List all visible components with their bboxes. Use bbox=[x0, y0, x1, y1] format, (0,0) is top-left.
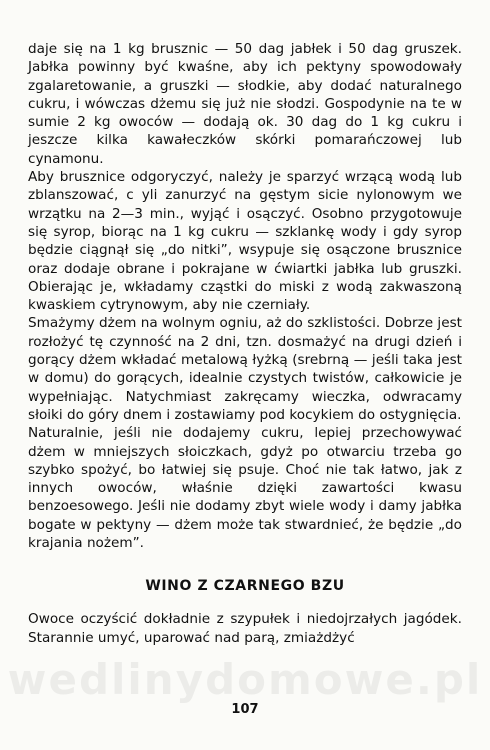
section-heading: WINO Z CZARNEGO BZU bbox=[145, 578, 345, 595]
paragraph-3: Smażymy dżem na wolnym ogniu, aż do szklistości. Dobrze jest rozłożyć tę czynność na 2 dni, tzn. dosmażyć na drugi dzień i gorący dżem wkładać metalową łyżką (srebrną — jeśli taka jest w domu) do gorących, idealnie czystych twistów, całkowicie je wypełniając. Natychmiast zakręcamy wieczka, odwracamy słoiki do góry dnem i zostawiamy pod kocykiem do ostygnięcia. bbox=[28, 315, 462, 423]
page-number: 107 bbox=[231, 702, 259, 717]
paragraph-4: Naturalnie, jeśli nie dodajemy cukru, lepiej przechowywać dżem w mniejszych słoiczkach, gdyż po otwarciu trzeba go szybko spożyć, bo łatwiej się psuje. Choć nie tak łatwo, jak z innych owoców, właśnie dzięki zawartości kwasu benzoesowego. Jeśli nie dodamy zbyt wiele wody i damy jabłka bogate w pektyny — dżem może tak stwardnieć, że będzie „do krajania nożem”. bbox=[28, 425, 462, 552]
paragraph-5: Owoce oczyścić dokładnie z szypułek i niedojrzałych jagódek. Starannie umyć, uparować nad parą, zmiażdżyć bbox=[28, 611, 462, 646]
watermark: wedlinydomowe.pl bbox=[7, 655, 483, 704]
paragraph-2: Aby brusznice odgoryczyć, należy je sparzyć wrzącą wodą lub zblanszować, c yli zanurzyć na gęstym sicie nylonowym we wrzątku na 2—3 min., wyjąć i osączyć. Osobno przygotowuje się syrop, biorąc na 1 kg cukru — szklankę wody i gdy syrop będzie ciągnął się „do nitki”, wsypuje się osączone brusznice oraz dodaje obrane i pokrajane w ćwiartki jabłka lub gruszki. Obierając je, wkładamy cząstki do miski z wodą zakwaszoną kwaskiem cytrynowym, aby nie czerniały. bbox=[28, 169, 462, 314]
page-body bbox=[28, 40, 462, 647]
section-text bbox=[28, 610, 462, 647]
body-text bbox=[28, 40, 462, 552]
paragraph-1: daje się na 1 kg brusznic — 50 dag jabłek i 50 dag gruszek. Jabłka powinny być kwaśne, aby ich pektyny spowodowały zgalaretowanie, a gruszki — słodkie, aby dodać naturalnego cukru, i wówczas dżemu się już nie słodzi. Gospodynie na te w sumie 2 kg owoców — dodają ok. 30 dag do 1 kg cukru i jeszcze kilka kawałeczków skórki pomarańczowej lub cynamonu. bbox=[28, 41, 462, 167]
